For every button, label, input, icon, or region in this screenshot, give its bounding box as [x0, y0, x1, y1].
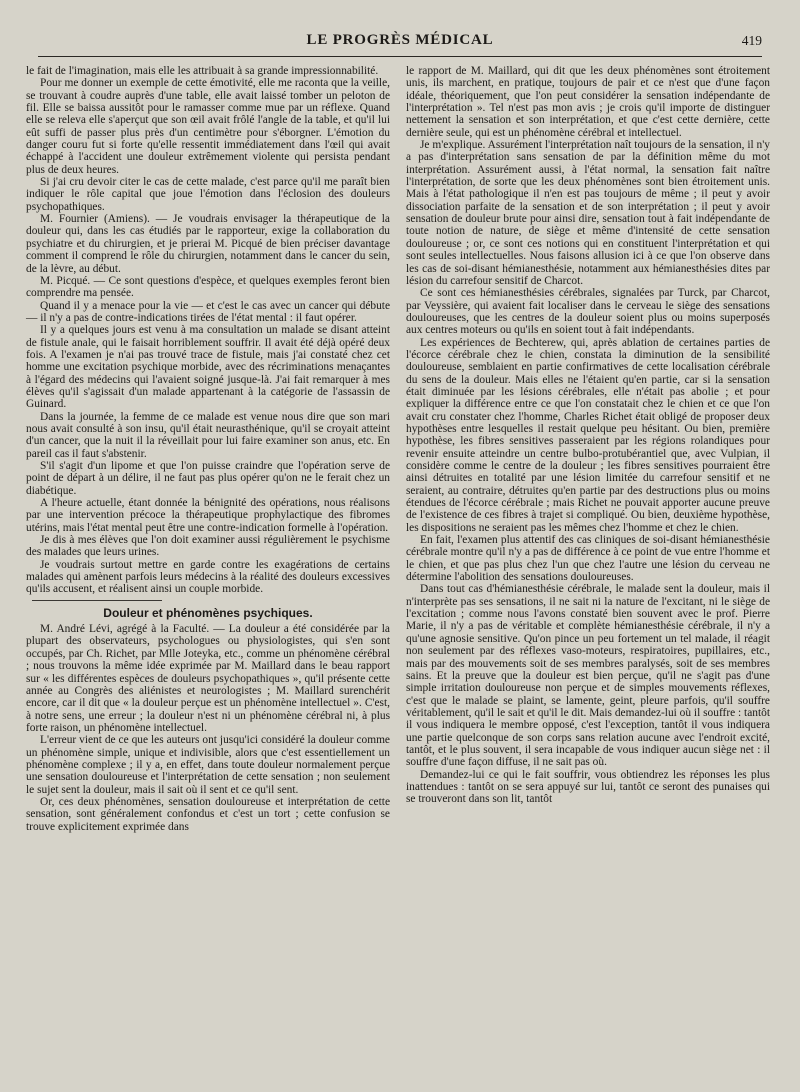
paragraph: Pour me donner un exemple de cette émotivité, elle me raconta que la veille, se trouvant à coudre auprès d'une table, elle avait laissé tomber un peloton de fil. Elle se baissa aussitôt pour le ramasser comme mue par un réflexe. Quand elle se releva elle s'aperçut que son œil avait frôlé l'angle de la table, et qu'il lui eût suffi de passer plus près d'un centimètre pour s'éborgner. L'émotion du danger couru fut si forte qu'elle ressentit immédiatement dans l'œil qui avait échappé à l'accident une douleur extrêmement violente qui persista pendant plus de deux heures.: [26, 77, 390, 176]
section-title: Douleur et phénomènes psychiques.: [103, 605, 313, 620]
paragraph: M. Fournier (Amiens). — Je voudrais envisager la thérapeutique de la douleur qui, dans les cas étudiés par le rapporteur, exige la collaboration du psychiatre et du chirurgien, et je prierai M. Picqué de bien préciser davantage comment il comprend le rôle du chirurgien, notamment dans le cancer du sein, de la lèvre, au début.: [26, 213, 390, 275]
paragraph: Je voudrais surtout mettre en garde contre les exagérations de certains malades qui amènent parfois leurs médecins à la réalité des douleurs excessives qu'ils accusent, et réalisent ainsi un couple morbide.: [26, 558, 390, 596]
paragraph: Dans tout cas d'hémianesthésie cérébrale, le malade sent la douleur, mais il n'interprète pas ses sensations, il ne sait ni la nature de l'excitant, ni le siège de l'excitation ; comme nous l'avons constaté bien souvent avec le prof. Pierre Marie, il n'y a pas de véritable et complète hémianesthésie cérébrale, il n'y a qu'une agnosie sensitive. Qu'on pince un peu fortement un tel malade, il réagit non seulement par des réflexes vaso-moteurs, respiratoires, pupillaires, etc., mais par des mouvements soit de ses membres paralysés, soit de ses membres sains. Et la preuve que la douleur est bien perçue, qu'il ne s'agit pas d'une simple irritation douloureuse non perçue et de simples mouvements réflexes, c'est que le malade se plaint, se lamente, geint, pleure parfois, qu'il souffre véritablement, qu'il le sait et qu'il le dit. Mais demandez-lui où il souffre : tantôt il vous indiquera le membre opposé, c'est l'exception, tantôt il vous indiquera une partie quelconque de son corps sans relation aucune avec l'endroit excité, tantôt, et le plus souvent, il sera incapable de vous indiquer aucun siège net : il souffre d'une façon diffuse, il ne sait pas où.: [406, 583, 770, 769]
paragraph: En fait, l'examen plus attentif des cas cliniques de soi-disant hémianesthésie cérébrale montre qu'il n'y a pas de différence à ce point de vue entre l'homme et le chien, et que pas plus chez l'un que chez l'autre une lésion du cerveau ne détermine l'abolition des sensations douloureuses.: [406, 534, 770, 584]
paragraph: A l'heure actuelle, étant donnée la bénignité des opérations, nous réalisons par une intervention précoce la thérapeutique prophylactique des fibromes utérins, mais l'état mental peut être une contre-indication formelle à l'opération.: [26, 497, 390, 534]
text-columns: [24, 65, 770, 833]
paragraph: S'il s'agit d'un lipome et que l'on puisse craindre que l'opération serve de point de départ à un délire, il ne faut pas plus opérer qu'on ne le ferait chez un diabétique.: [26, 460, 390, 497]
paragraph: Je m'explique. Assurément l'interprétation naît toujours de la sensation, il n'y a pas d'interprétation sans sensation de par la définition même du mot interprétation. Assurément aussi, à l'état normal, la sensation fait naître l'interprétation, de sorte que les deux phénomènes sont bien étroitement unis. Mais à l'état pathologique il n'en est pas toujours de même ; il peut y avoir dissociation parfaite de la sensation et de son interprétation ; il peut y avoir sensation de douleur brute pour ainsi dire, sensation tout à fait indépendante de toute notion de nature, de siège et même d'intensité de cette sensation douloureuse ; or, ce sont ces notions qui en constituent l'interprétation et qui sont seules intellectuelles. Nous faisons allusion ici à ce que l'on observe dans les cas de soi-disant hémianesthésie, notamment aux hémianesthésies dites par lésion du carrefour sensitif de Charcot.: [406, 139, 770, 287]
paragraph: Il y a quelques jours est venu à ma consultation un malade se disant atteint de fistule anale, qui le faisait horriblement souffrir. Il avait été déjà opéré deux fois. A l'examen je n'ai pas trouvé trace de fistule, mais j'ai constaté chez cet homme une excitation psychique morbide, avec des récriminations menaçantes à l'égard des médecins qui l'avaient soigné jusque-là. J'ai fait remarquer à mes élèves qu'il s'agissait d'un malade appartenant à la catégorie de l'assassin de Guinard.: [26, 324, 390, 411]
paragraph: Demandez-lui ce qui le fait souffrir, vous obtiendrez les réponses les plus inattendues : tantôt on se sera appuyé sur lui, tantôt ce seront des punaises qui se trouveront dans son lit, tantôt: [406, 768, 770, 806]
paragraph: Quand il y a menace pour la vie — et c'est le cas avec un cancer qui débute — il n'y a pas de contre-indications tirées de l'état mental : il faut opérer.: [26, 299, 390, 324]
paragraph: Or, ces deux phénomènes, sensation douloureuse et interprétation de cette sensation, sont généralement confondus et c'est un tort ; cette confusion se trouve explicitement exprimée dans: [26, 795, 390, 833]
running-header: [38, 30, 762, 57]
journal-title: LE PROGRÈS MÉDICAL: [306, 32, 494, 48]
paragraph: M. Picqué. — Ce sont questions d'espèce, et quelques exemples feront bien comprendre ma pensée.: [26, 274, 390, 300]
paragraph: Dans la journée, la femme de ce malade est venue nous dire que son mari nous avait consulté à son insu, qu'il était neurasthénique, qu'il se croyait atteint d'un cancer, que la nuit il la réveillait pour lui faire examiner son anus, etc. En pareil cas il faut s'abstenir.: [26, 410, 390, 460]
paragraph: L'erreur vient de ce que les auteurs ont jusqu'ici considéré la douleur comme un phénomène simple, unique et indivisible, alors que c'est essentiellement un phénomène complexe ; il y a, en effet, dans toute douleur normalement perçue une sensation douloureuse et l'interprétation de cette sensation ; non seulement le sujet sent la douleur, mais il sait où il sent et ce qu'il sent.: [26, 734, 390, 796]
paragraph: le rapport de M. Maillard, qui dit que les deux phénomènes sont étroitement unis, ils marchent, en pratique, toujours de pair et ce n'est que d'une façon idéale, théoriquement, que l'on peut considérer la sensation indépendante de l'interprétation ». Tel n'est pas mon avis ; je crois qu'il importe de distinguer nettement la sensation et son interprétation, et que c'est cette dernière, cette dernière seule, qui est un phénomène cérébral et intellectuel.: [406, 65, 770, 139]
right-column: [406, 65, 770, 833]
left-column: [26, 65, 390, 833]
paragraph: le fait de l'imagination, mais elle les attribuait à sa grande impressionnabilité.: [26, 65, 379, 77]
paragraph: Si j'ai cru devoir citer le cas de cette malade, c'est parce qu'il me paraît bien indiquer le rôle capital que joue l'émotion dans l'éclosion des douleurs psychopathiques.: [26, 176, 390, 213]
paragraph: Les expériences de Bechterew, qui, après ablation de certaines parties de l'écorce cérébrale chez le chien, constata la diminution de la sensibilité douloureuse, semblaient en partie confirmatives de cette localisation cérébrale du sens de la douleur. Mais elles ne l'étaient qu'en partie, car si la sensation était diminuée par les lésions cérébrales, elle n'était pas abolie ; et pour expliquer la différence entre ce que l'on constatait chez le chien et ce que l'on avait cru constater chez l'homme, Charles Richet était obligé de proposer deux hypothèses entre lesquelles il restait quelque peu hésitant. Ou bien, première hypothèse, les fibres sensitives passeraient par les régions rolandiques pour revenir ensuite atteindre un centre bulbo-protubérantiel que, avec Vulpian, il considère comme le centre de la douleur ; les fibres sensitives pourraient être ainsi détruites en totalité par une lésion limitée du carrefour sensitif et ne seraient, au contraire, détruites qu'en partie par des destructions plus ou moins étendues de l'écorce cérébrale ; mais Richet ne pouvait apporter aucune preuve de l'existence de ces fibres à trajet si compliqué. Ou bien, deuxième hypothèse, les dispositions ne seraient pas les mêmes chez l'homme et chez le chien.: [406, 336, 770, 534]
paragraph: Je dis à mes élèves que l'on doit examiner aussi régulièrement le psychisme des malades que leurs urines.: [26, 534, 390, 559]
page-number: 419: [741, 33, 762, 48]
paragraph: Ce sont ces hémianesthésies cérébrales, signalées par Turck, par Charcot, par Veyssière, qui avaient fait localiser dans le cerveau le siège des sensations douloureuses, que les centres de la douleur soient plus ou moins superposés aux centres moteurs ou qu'ils en soient tout à fait indépendants.: [406, 287, 770, 337]
paragraph: M. André Lévi, agrégé à la Faculté. — La douleur a été considérée par la plupart des observateurs, psychologues ou physiologistes, qui s'en sont occupés, par Ch. Richet, par Mlle Joteyka, etc., comme un phénomène cérébral ; nous trouvons la même idée exprimée par M. Maillard dans le beau rapport sur « les différentes espèces de douleurs psychopathiques », qu'il présente cette année au Congrès des aliénistes et neurologistes ; M. Maillard surenchérit encore, car il dit que « la douleur perçue est un phénomène intellectuel ». C'est, à notre sens, une erreur ; la douleur n'est ni un phénomène cérébral ni, à plus forte raison, un phénomène intellectuel.: [26, 623, 390, 734]
section-divider: [32, 600, 162, 601]
